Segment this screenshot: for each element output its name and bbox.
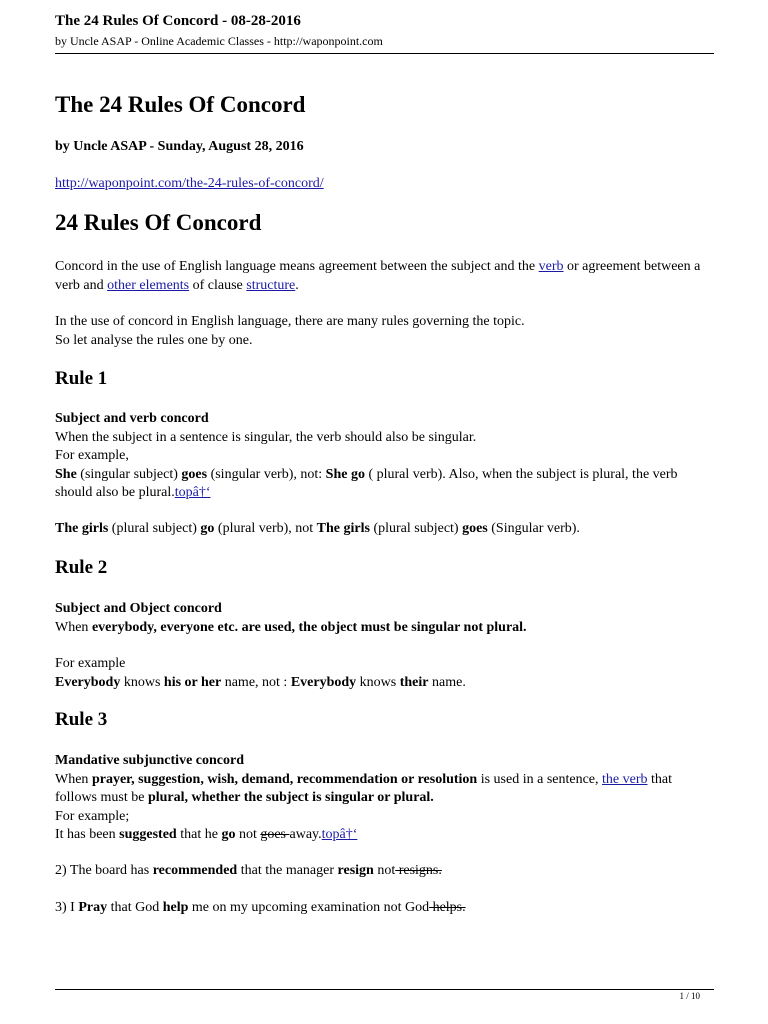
page-number: 1 / 10 bbox=[679, 991, 700, 1001]
section-title: 24 Rules Of Concord bbox=[55, 210, 262, 235]
rule3-example-2: 2) The board has recommended that the manager resign not resigns. bbox=[55, 863, 442, 878]
article-url-link[interactable]: http://waponpoint.com/the-24-rules-of-concord/ bbox=[55, 176, 324, 191]
rule3-body bbox=[55, 752, 714, 845]
footer-divider bbox=[55, 989, 714, 990]
rule2-examples bbox=[55, 655, 714, 692]
intro-paragraph bbox=[55, 258, 714, 295]
rule1-line2: For example, bbox=[55, 448, 129, 463]
intro-text-4: . bbox=[295, 277, 299, 293]
intro-paragraph-2 bbox=[55, 313, 714, 350]
structure-link[interactable]: structure bbox=[246, 277, 296, 293]
top-link-2[interactable]: topâ†‘ bbox=[321, 827, 358, 842]
intro-text-2: or agreement between a verb and bbox=[55, 259, 701, 293]
rule3-subheading: Mandative subjunctive concord bbox=[55, 753, 244, 768]
rule3-line1: When prayer, suggestion, wish, demand, recommendation or resolution is used in a sentence, the verb that follows must be plural, whether the subject is singular or plural. bbox=[55, 771, 672, 805]
rule2-line1: When everybody, everyone etc. are used, the object must be singular not plural. bbox=[55, 619, 527, 635]
intro-text-1: Concord in the use of English language means agreement between the subject and the bbox=[55, 259, 539, 274]
rule1-line1: When the subject in a sentence is singular, the verb should also be singular. bbox=[55, 429, 477, 445]
intro-text-3: of clause bbox=[189, 277, 247, 293]
rule2-example: Everybody knows his or her name, not : Everybody knows their name. bbox=[55, 674, 466, 690]
article-byline: by Uncle ASAP - Sunday, August 28, 2016 bbox=[55, 139, 304, 154]
rule1-subheading: Subject and verb concord bbox=[55, 411, 209, 426]
article-title: The 24 Rules Of Concord bbox=[55, 92, 306, 117]
rule2-subheading: Subject and Object concord bbox=[55, 601, 222, 616]
intro2-line-2: So let analyse the rules one by one. bbox=[55, 332, 253, 348]
other-elements-link[interactable]: other elements bbox=[107, 277, 190, 293]
header-subtitle: by Uncle ASAP - Online Academic Classes - http://waponpoint.com bbox=[55, 34, 383, 48]
rule1-example-2: The girls (plural subject) go (plural verb), not The girls (plural subject) goes (Singular verb). bbox=[55, 521, 580, 536]
rule1-example: She (singular subject) goes (singular verb), not: She go ( plural verb). Also, when the subject is plural, the verb should also be plural.topâ†‘ bbox=[55, 466, 678, 500]
rule3-example-1: It has been suggested that he go not goes away.topâ†‘ bbox=[55, 827, 358, 842]
rule1-body bbox=[55, 410, 714, 503]
rule3-line2: For example; bbox=[55, 808, 130, 824]
header-divider bbox=[55, 53, 714, 54]
rule2-heading: Rule 2 bbox=[55, 557, 108, 578]
verb-link[interactable]: verb bbox=[538, 259, 564, 274]
top-link[interactable]: topâ†‘ bbox=[174, 485, 211, 500]
rule2-body bbox=[55, 600, 714, 637]
the-verb-link[interactable]: the verb bbox=[602, 771, 648, 787]
rule3-example-3: 3) I Pray that God help me on my upcoming examination not God helps. bbox=[55, 900, 466, 915]
header-title: The 24 Rules Of Concord - 08-28-2016 bbox=[55, 13, 301, 29]
rule3-heading: Rule 3 bbox=[55, 709, 108, 730]
rule1-heading: Rule 1 bbox=[55, 368, 108, 389]
rule2-line2: For example bbox=[55, 656, 126, 671]
intro2-line-1: In the use of concord in English language, there are many rules governing the topic. bbox=[55, 314, 525, 329]
